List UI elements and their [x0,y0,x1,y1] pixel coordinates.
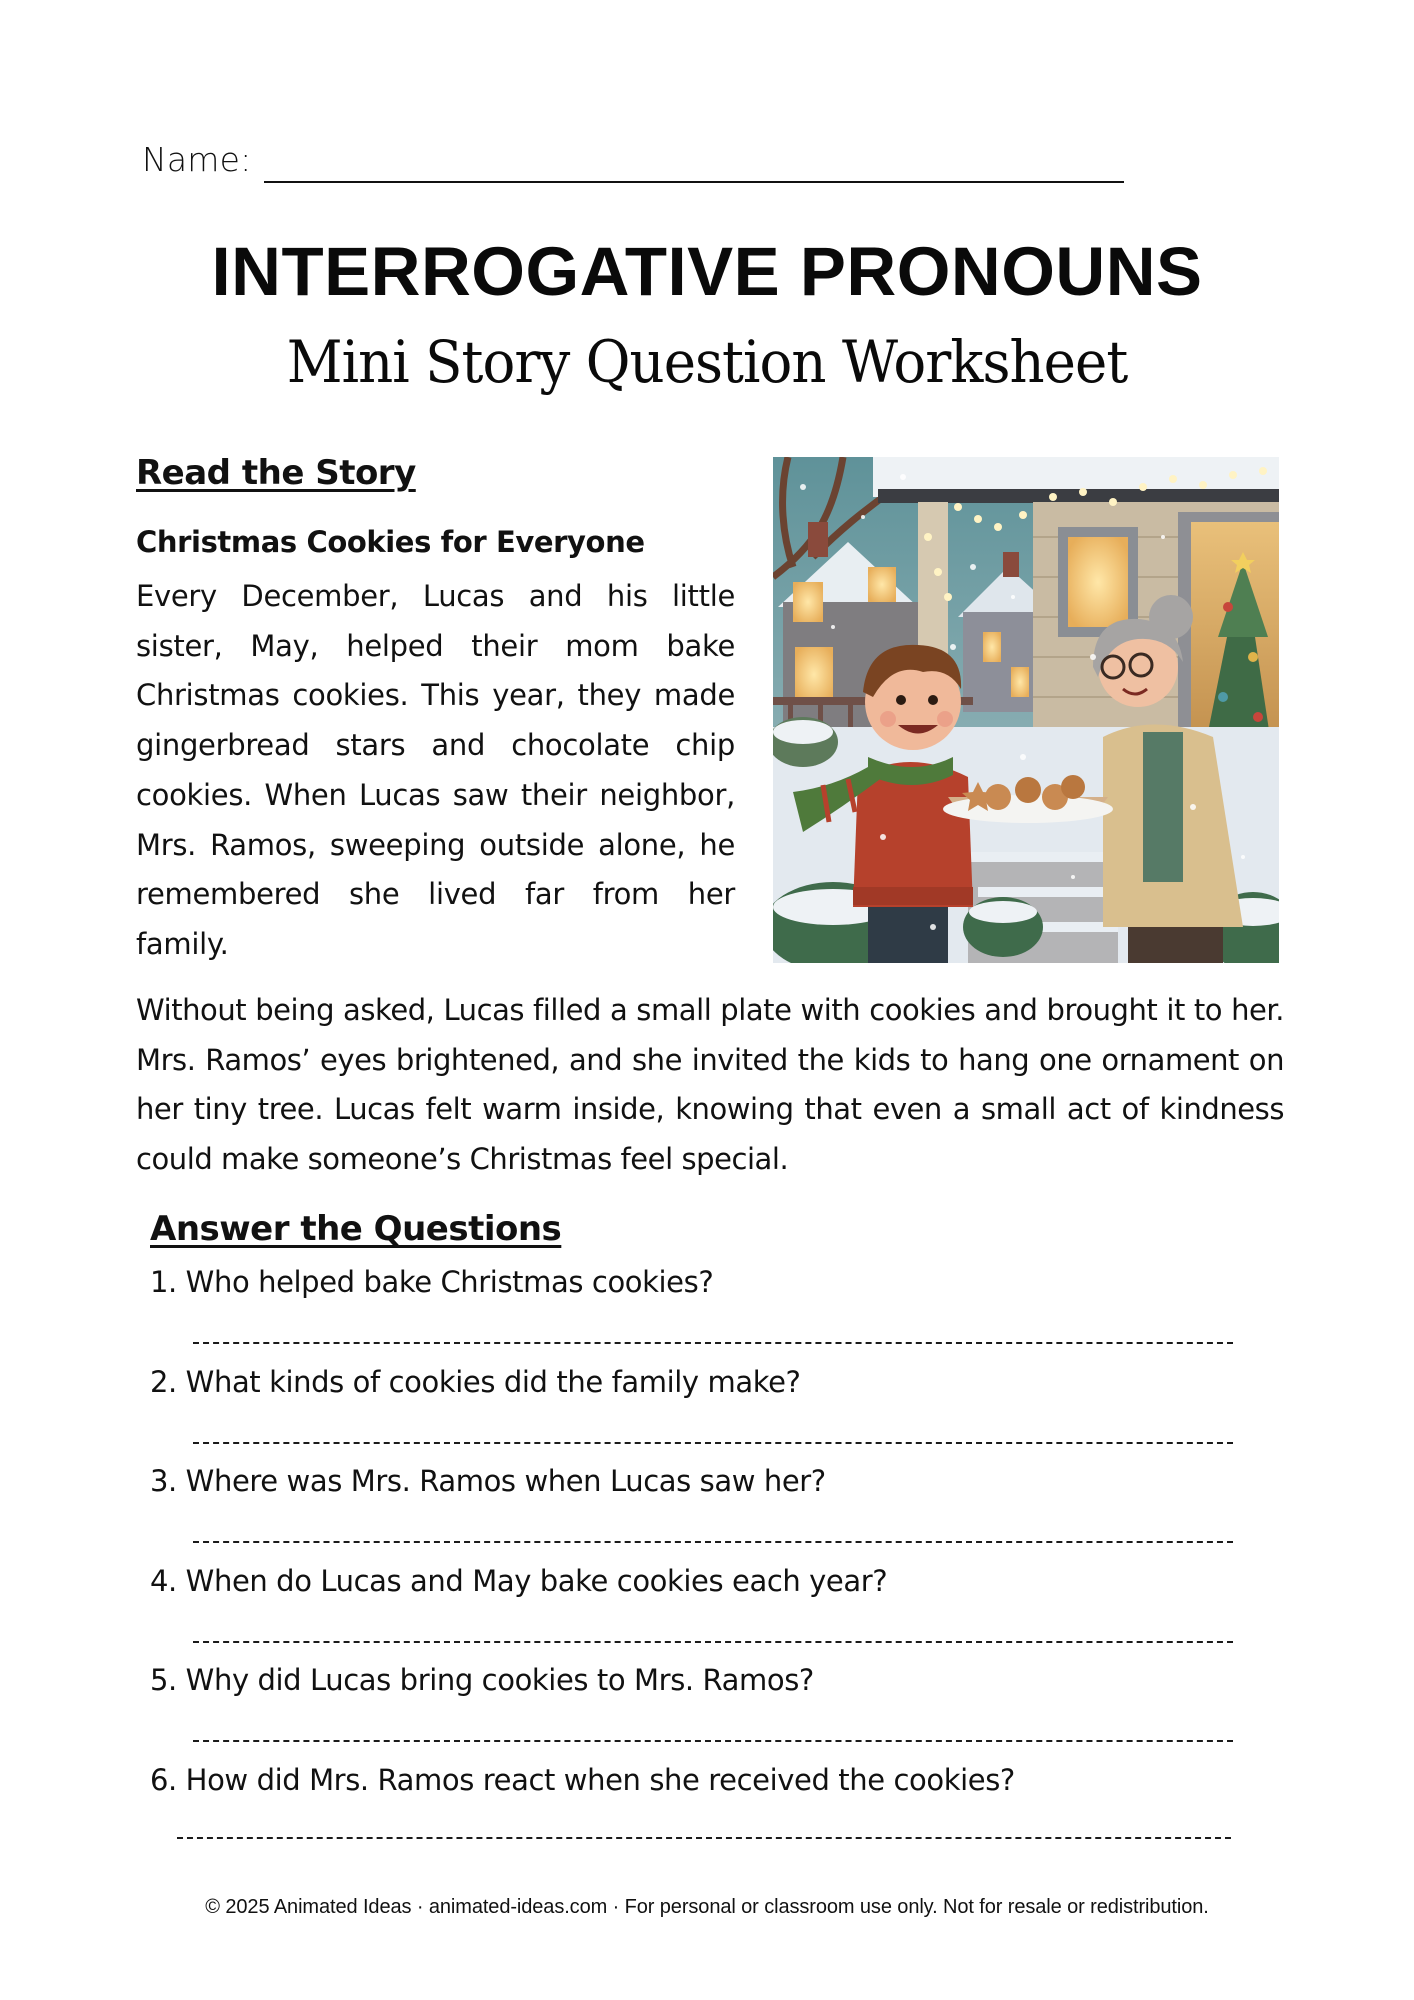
question-text: 1. Who helped bake Christmas cookies? [150,1265,714,1299]
name-field-row [142,140,1132,190]
question-text: 3. Where was Mrs. Ramos when Lucas saw her? [150,1464,826,1498]
answer-line[interactable] [193,1342,1233,1344]
answer-line[interactable] [193,1442,1233,1444]
question-item [150,1564,1260,1664]
read-story-heading: Read the Story [136,453,416,493]
question-text: 2. What kinds of cookies did the family make? [150,1364,801,1399]
question-item [150,1663,1260,1763]
copyright-footer: © 2025 Animated Ideas · animated-ideas.com · For personal or classroom use only. Not for resale or redistribution. [205,1896,1209,1918]
porch-gutter [878,489,1279,503]
worksheet-title: INTERROGATIVE PRONOUNS [211,233,1203,310]
illustration-scene [773,457,1279,963]
story-paragraph-1: Every December, Lucas and his little sister, May, helped their mom bake Christmas cookies. This year, they made gingerbread stars and chocolate chip cookies. When Lucas saw their neighbor, Mrs. Ramos, sweeping outside alone, he remembered she lived far from her family. [136,579,735,961]
answer-line[interactable] [193,1641,1233,1643]
answer-line[interactable] [193,1740,1233,1742]
question-item [150,1265,1260,1365]
question-item [150,1464,1260,1564]
question-list [150,1265,1260,1862]
question-item [150,1763,1260,1863]
story-paragraph-2: Without being asked, Lucas filled a small plate with cookies and brought it to her. Mrs. Ramos’ eyes brightened, and she invited the kids to hang one ornament on her tiny tree. Lucas felt warm inside, knowing that even a small act of kindness could make someone’s Christmas feel special. [136,993,1284,1177]
name-label: Name: [142,140,252,179]
question-text: 5. Why did Lucas bring cookies to Mrs. Ramos? [150,1663,814,1697]
answer-questions-heading: Answer the Questions [150,1209,562,1249]
answer-line[interactable] [193,1541,1233,1543]
answer-line[interactable] [177,1837,1231,1839]
story-illustration [773,457,1279,963]
worksheet-subtitle: Mini Story Question Worksheet [286,328,1128,396]
question-item [150,1365,1260,1465]
house-window [1068,537,1128,627]
story-title: Christmas Cookies for Everyone [136,525,645,559]
question-text: 6. How did Mrs. Ramos react when she received the cookies? [150,1762,1015,1797]
question-text: 4. When do Lucas and May bake cookies each year? [150,1563,888,1598]
name-write-line[interactable] [264,181,1124,183]
